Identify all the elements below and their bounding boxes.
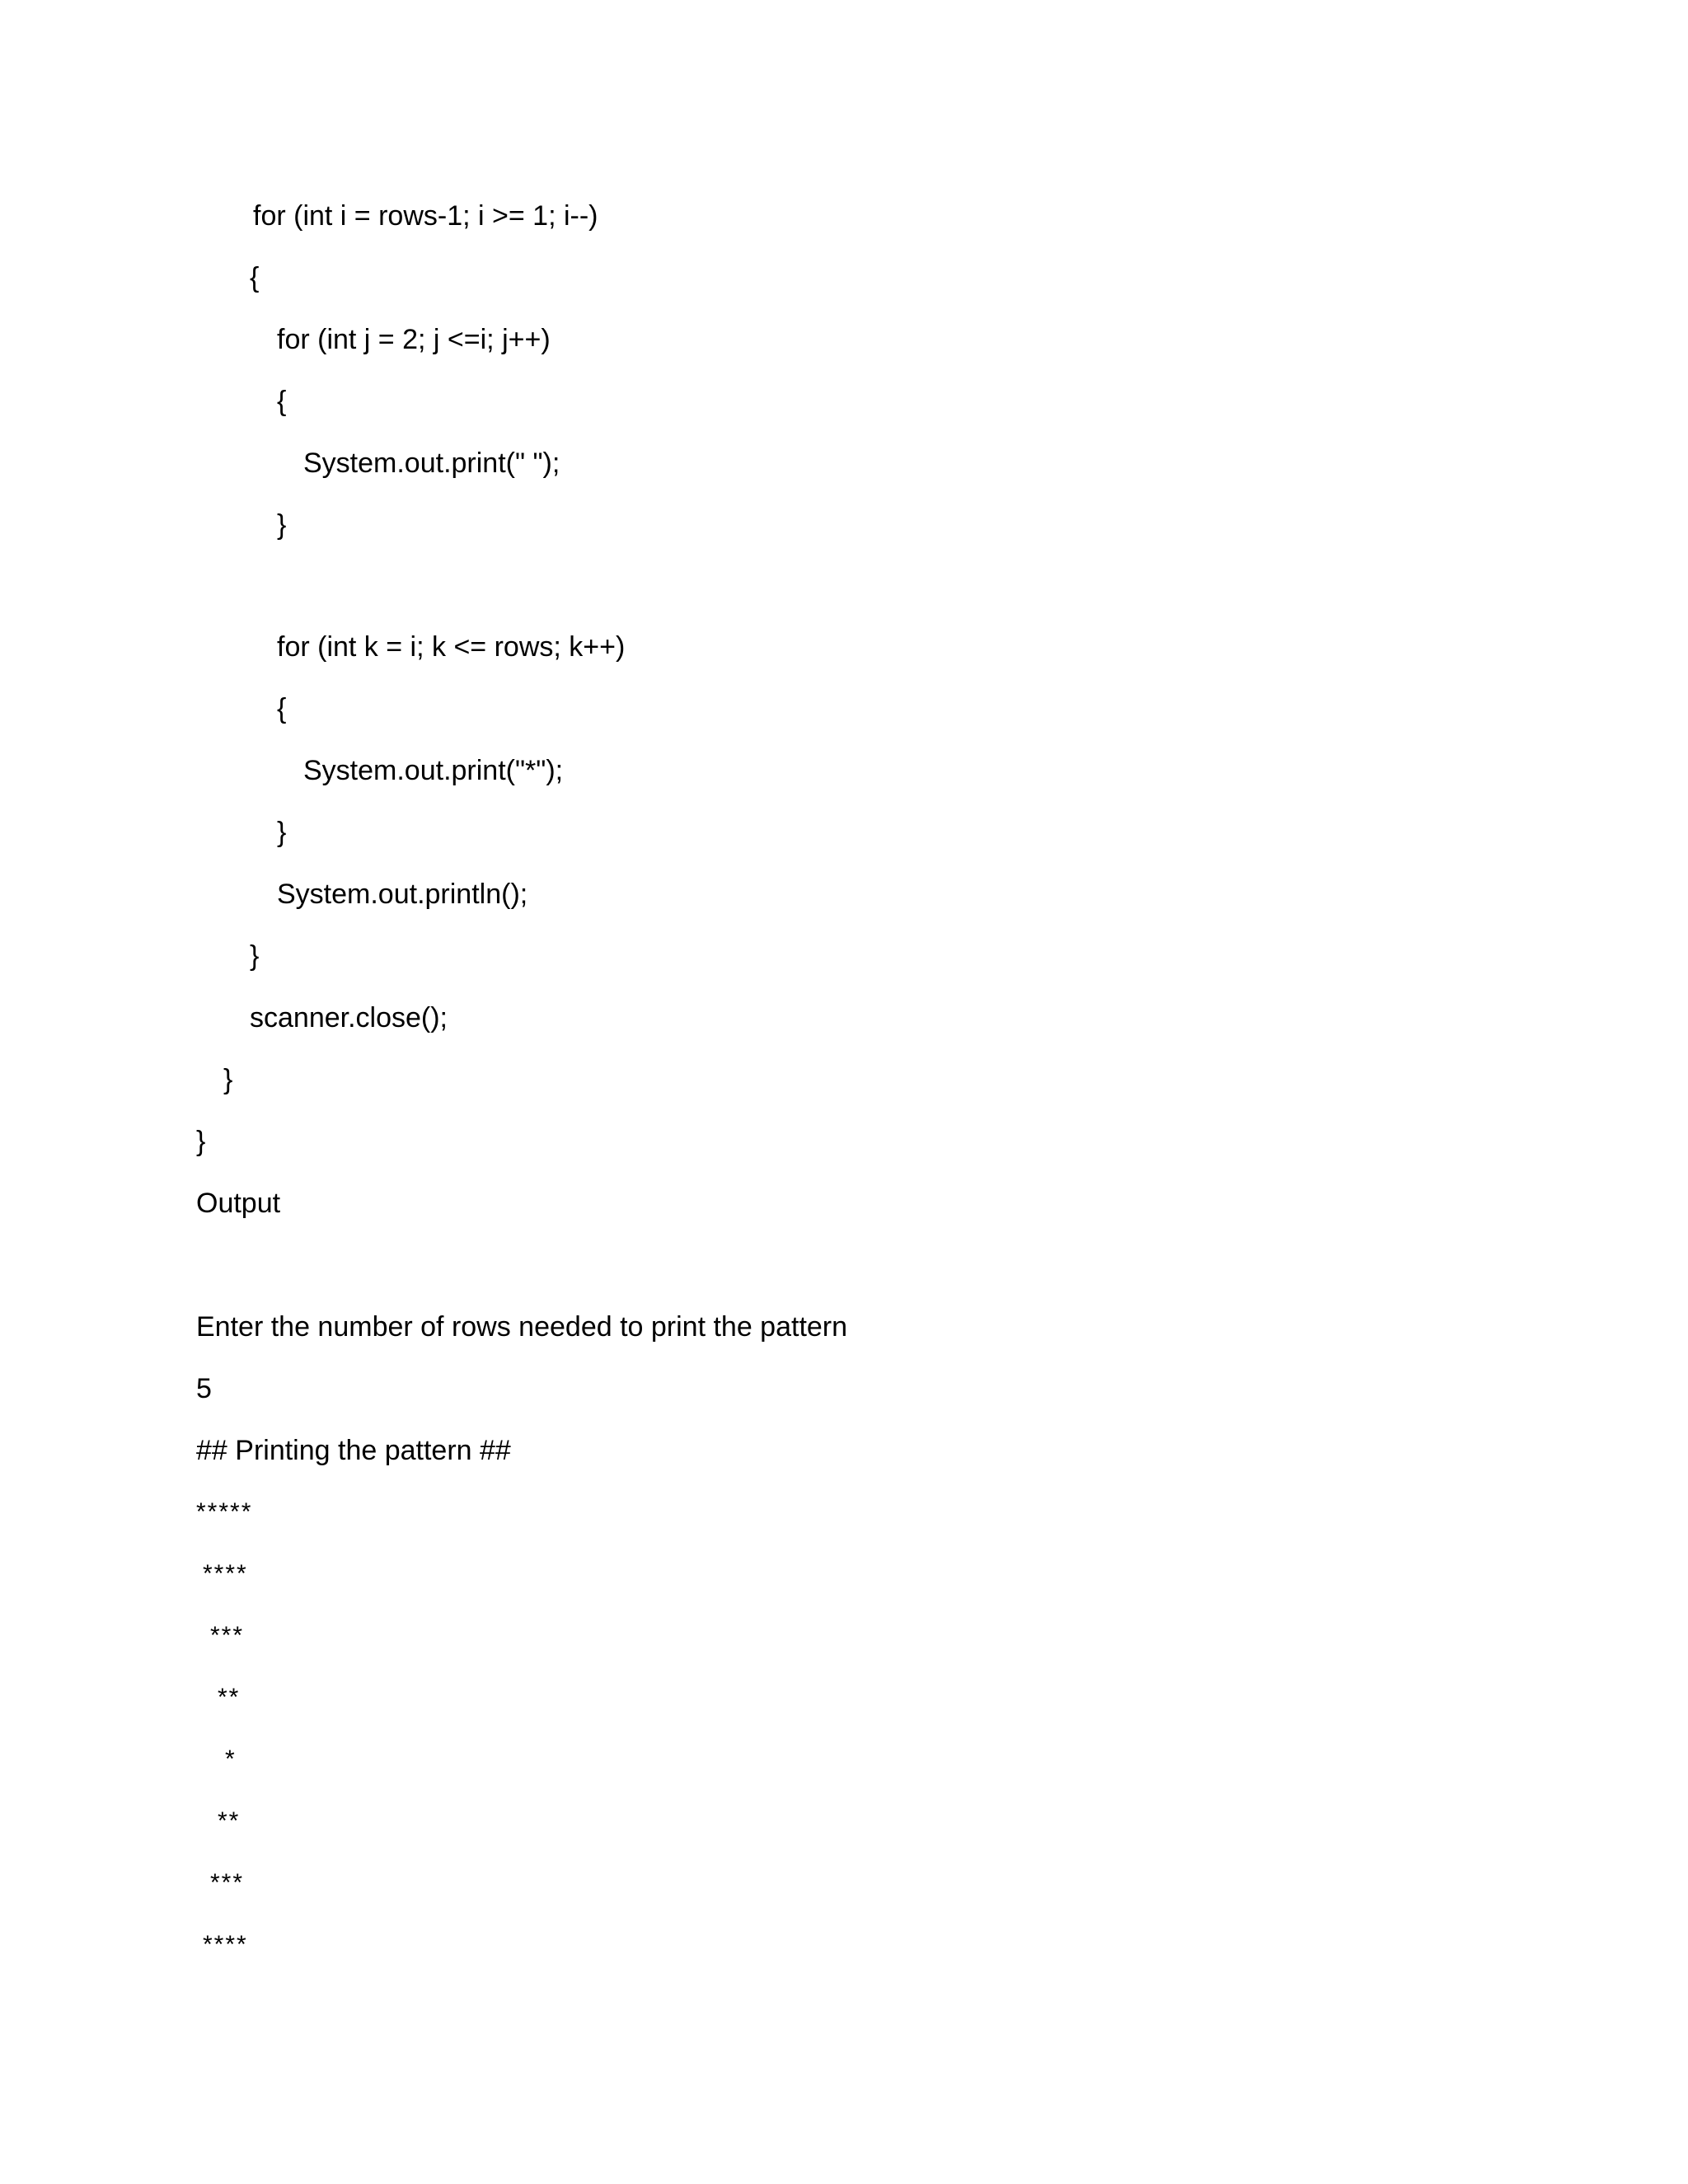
code-line-inner-j-close-brace: } (277, 509, 287, 541)
output-pattern-title: ## Printing the pattern ## (196, 1435, 511, 1466)
output-prompt: Enter the number of rows needed to print the pattern (196, 1311, 848, 1343)
pattern-row: * (225, 1746, 237, 1773)
pattern-row: **** (203, 1560, 248, 1587)
pattern-row: ***** (196, 1498, 253, 1526)
code-line-print-space: System.out.print(" "); (303, 448, 560, 479)
pattern-row: *** (210, 1869, 245, 1896)
pattern-row: *** (210, 1622, 245, 1649)
pattern-row: ** (218, 1807, 241, 1835)
code-line-println: System.out.println(); (277, 879, 528, 910)
code-line-inner-for-j: for (int j = 2; j <=i; j++) (277, 324, 551, 355)
code-line-inner-j-open-brace: { (277, 386, 287, 417)
code-line-method-close-brace: } (223, 1064, 233, 1095)
code-line-outer-for: for (int i = rows-1; i >= 1; i--) (253, 200, 598, 232)
code-line-outer-open-brace: { (250, 262, 260, 293)
code-line-print-star: System.out.print("*"); (303, 755, 564, 786)
pattern-row: **** (203, 1931, 248, 1958)
code-line-inner-k-close-brace: } (277, 817, 287, 848)
output-heading: Output (196, 1188, 281, 1219)
code-line-outer-close-brace: } (250, 940, 260, 972)
code-line-class-close-brace: } (196, 1126, 206, 1157)
code-line-inner-for-k: for (int k = i; k <= rows; k++) (277, 631, 626, 663)
pattern-row: ** (218, 1684, 241, 1711)
code-line-scanner-close: scanner.close(); (250, 1002, 448, 1033)
output-input-value: 5 (196, 1373, 212, 1404)
code-line-inner-k-open-brace: { (277, 693, 287, 724)
